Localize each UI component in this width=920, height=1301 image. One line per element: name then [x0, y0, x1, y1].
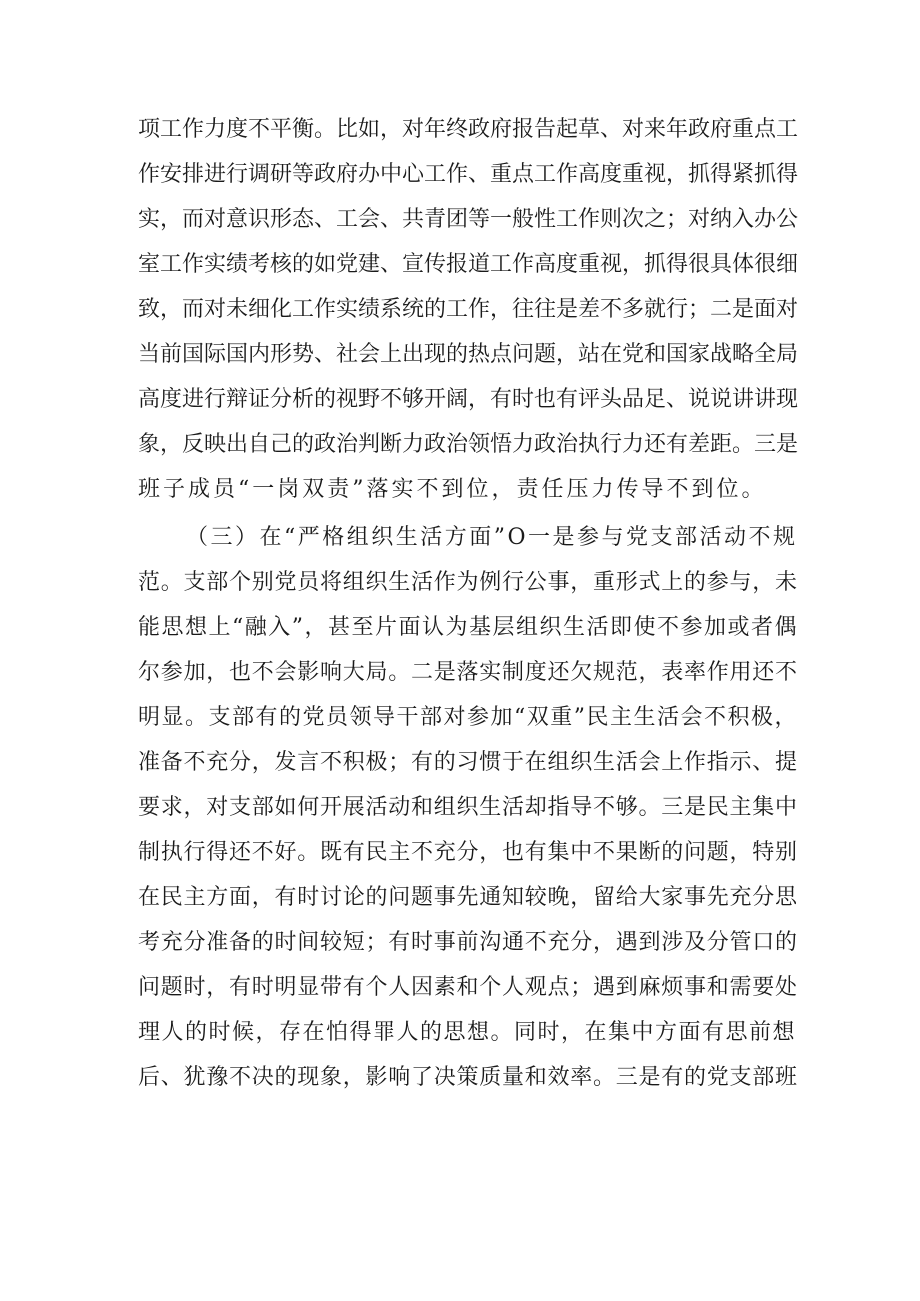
text-line: 尔参加，也不会影响大局。二是落实制度还欠规范，表率作用还不: [138, 660, 798, 685]
text-line: 明显。支部有的党员领导干部对参加“双重”民主生活会不积极，: [138, 705, 798, 730]
text-line: 范。支部个别党员将组织生活作为例行公事，重形式上的参与，未: [138, 570, 798, 595]
text-line: 在民主方面，有时讨论的问题事先通知较晚，留给大家事先充分思: [138, 885, 798, 910]
text-line: 高度进行辩证分析的视野不够开阔，有时也有评头品足、说说讲讲现: [138, 387, 799, 412]
text-line: 室工作实绩考核的如党建、宣传报道工作高度重视，抓得很具体很细: [138, 252, 799, 277]
section-heading-line: （三）在“严格组织生活方面”O一是参与党支部活动不规: [186, 525, 798, 550]
text-line: 制执行得还不好。既有民主不充分，也有集中不果断的问题，特别: [138, 840, 798, 865]
text-line: 项工作力度不平衡。比如，对年终政府报告起草、对来年政府重点工: [138, 117, 799, 142]
text-line: 实，而对意识形态、工会、共青团等一般性工作则次之；对纳入办公: [138, 207, 799, 232]
text-line: 要求，对支部如何开展活动和组织生活却指导不够。三是民主集中: [138, 795, 798, 820]
text-line: 作安排进行调研等政府办中心工作、重点工作高度重视，抓得紧抓得: [138, 162, 799, 187]
text-line: 考充分准备的时间较短；有时事前沟通不充分，遇到涉及分管口的: [138, 930, 798, 955]
text-line: 致，而对未细化工作实绩系统的工作，往往是差不多就行；二是面对: [138, 297, 799, 322]
text-line: 象，反映出自己的政治判断力政治领悟力政治执行力还有差距。三是: [138, 432, 799, 457]
text-line: 理人的时候，存在怕得罪人的思想。同时，在集中方面有思前想: [138, 1020, 797, 1045]
text-line: 后、犹豫不决的现象，影响了决策质量和效率。三是有的党支部班: [138, 1065, 798, 1090]
text-line: 问题时，有时明显带有个人因素和个人观点；遇到麻烦事和需要处: [138, 975, 798, 1000]
text-line: 班子成员“一岗双责”落实不到位，责任压力传导不到位。: [138, 477, 767, 502]
text-line: 当前国际国内形势、社会上出现的热点问题，站在党和国家战略全局: [138, 342, 799, 367]
text-line: 准备不充分，发言不积极；有的习惯于在组织生活会上作指示、提: [138, 750, 798, 775]
text-line: 能思想上“融入”，甚至片面认为基层组织生活即使不参加或者偶: [138, 615, 798, 640]
